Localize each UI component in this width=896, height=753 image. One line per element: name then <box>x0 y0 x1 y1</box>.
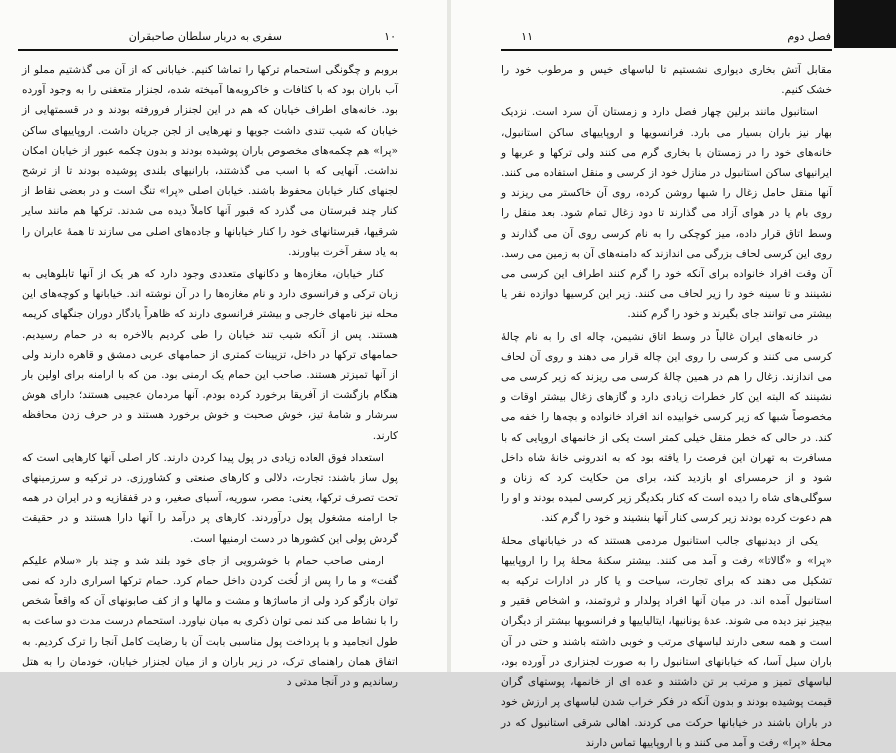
page-number-left: ۱۰ <box>384 30 396 43</box>
paragraph: استانبول مانند برلین چهار فصل دارد و زمستان آن سرد است. نزدیک بهار نیز باران بسیار می بارد. فرانسویها و اروپاییهای ساکن استانبول، خانه‌های خود را در زمستان با بخاری گرم می کنند ولی ترکها و عربها و ایرانیهای ساکن استانبول در منازل خود از کرسی و منقل استفاده می کنند. آنها منقل حامل زغال را شبها روشن کرده، روی آن خاکستر می ریزند و روی بام یا در هوای آزاد می گذارند تا دود زغال تمام شود. بعد منقل را وسط اتاق قرار داده، میز کوچکی را به نام کرسی روی آن می گذارند و روی این کرسی لحاف بزرگی می اندازند که دامنه‌های آن به زمین می رسد. آن وقت افراد خانواده برای آنکه خود را گرم کنند اطراف این کرسی می نشینند و تا سینه خود را زیر لحاف می کنند. زیر این کرسیها دوازده نفر یا بیشتر می توانند جای بگیرند و خود را گرم کنند. <box>501 106 832 321</box>
paragraph: استعداد فوق العاده زیادی در پول پیدا کردن دارند. کار اصلی آنها کارهایی است که پول ساز باشند: تجارت، دلالی و کارهای صنعتی و کشاورزی. در ترکیه و سرزمینهای تحت تصرف ترکها، یعنی: مصر، سوریه، آسیای صغیر، و در قفقازیه و در ایران در همه جا ارامنه مشغول پول درآوردند. کارهای پر درآمد را آنها دارا هستند و در حقیقت گردش پولی این کشورها در دست ارمنیها است. <box>22 451 398 545</box>
running-title-right: فصل دوم <box>787 30 831 43</box>
page-ribbon <box>834 0 896 48</box>
header-rule-left <box>18 49 398 51</box>
paragraph: یکی از دیدنیهای جالب استانبول مردمی هستند که در خیابانهای محلهٔ «پرا» و «گالاتا» رفت و آمد می کنند. بیشتر سکنهٔ محلهٔ پرا را اروپاییها تشکیل می دهند که برای تجارت، سیاحت و یا کار در ادارات ترکیه به استانبول آمده اند. در میان آنها افراد پولدار و ثروتمند، و اشخاص فقیر و بیچیز نیز دیده می شوند. عدهٔ یونانیها، ایتالیاییها و فرانسویها بیشتر از دیگران است و همه سعی دارند لباسهای مرتب و خوبی داشته باشند و حتی در آن باران سیل آسا، که خیابانهای استانبول را به صورت لجنزاری در آورده بود، لباسهای تمیز و مرتب بر تن داشتند و عده ای از خانمها، پوستهای گران قیمت پوشیده بودند و بدون آنکه در فکر خراب شدن لباسهای پر ارزش خود در باران باشند در خیابانها حرکت می کردند. اهالی شرقی استانبول که در محلهٔ «پرا» رفت و آمد می کنند و با اروپاییها تماس دارند <box>501 534 832 749</box>
body-text-left <box>22 60 398 689</box>
paragraph: بروبم و چگونگی استحمام ترکها را تماشا کنیم. خیابانی که از آن می گذشتیم مملو از آب باران بود که با کثافات و خاکروبه‌ها آمیخته شده، لجنزار متعفنی را به وجود آورده بود. خانه‌های اطراف خیابان که هم در این لجنزار فرورفته بودند و در قسمتهایی از خیابان که شیب تندی داشت جویها و نهرهایی از لجن جریان داشت. اروپاییهای ساکن «پرا» هم چکمه‌های مخصوص باران پوشیده بودند و بدون چکمه عبور از خیابان امکان نداشت. آنهایی که با اسب می گذشتند، بارانیهای بلندی پوشیده بودند تا از ترشح لجنهای کنار خیابان محفوظ باشند. خیابان اصلی «پرا» تنگ است و در بعضی نقاط از کنار چند قبرستان می گذرد که قبور آنها کاملاً دیده می شدند. ترکها هم مانند سایر شرقیها، قبرستانهای خود را کنار خیابانها و جاده‌های اصلی می سازند تا همهٔ عابران را به یاد سفر آخرت بیاورند. <box>22 64 398 258</box>
page-number-right: ۱۱ <box>521 30 533 43</box>
right-page <box>451 0 896 749</box>
paragraph: ارمنی صاحب حمام با خوشرویی از جای خود بلند شد و چند بار «سلام علیکم گفت» و ما را پس از لُخت کردن داخل حمام کرد. حمام ترکها اسراری دارد که نمی توان بازگو کرد ولی از ماساژها و مشت و مالها و از کف صابونهای آن که واقعاً شخص را با نشاط می کند نمی توان ذکری به میان نیاورد. استحمام درست مدت دو ساعت به طول انجامید و با پرداخت پول مناسبی بابت آن با رضایت کامل آنجا را ترک کردیم. به اتفاق همان راهنمای ترک، در زیر باران و از میان لجنزار خیابان، خودمان را به هتل رساندیم و در آنجا مدتی د <box>22 554 398 689</box>
running-title-left: سفری به دربار سلطان صاحبقران <box>128 30 282 43</box>
paragraph: در خانه‌های ایران غالباً در وسط اتاق نشیمن، چاله ای را به نام چالهٔ کرسی می کنند و کرسی را روی این چاله قرار می دهند و روی آن لحاف می اندازند. زغال را هم در همین چالهٔ کرسی می ریزند که زیر کرسی می نشینند که البته این کار خطرات زیادی دارد و گازهای زغال بیشتر اوقات و مخصوصاً شبها که زیر کرسی خوابیده اند افراد خانواده و بچه‌ها را خفه می کند. در حالی که خطر منقل خیلی کمتر است یکی از خانمهای اروپایی که با مسافرت به تهران این فرصت را یافته بود که به اندرونی خانهٔ شاه داخل شود و از حرمسرای او بازدید کند، برای من حکایت کرد که زنان و سوگلی‌های شاه را دیده است که کنار بکدیگر زیر کرسی لمیده بودند و او را هم دعوت کرده بودند زیر کرسی کنار آنها بنشیند و خود را گرم کند. <box>501 330 832 525</box>
body-text-right <box>501 60 832 749</box>
header-rule-right <box>501 49 832 51</box>
left-page <box>0 0 447 689</box>
paragraph: مقابل آتش بخاری دیواری نشستیم تا لباسهای خیس و مرطوب خود را خشک کنیم. <box>501 64 832 97</box>
paragraph: کنار خیابان، مغازه‌ها و دکانهای متعددی وجود دارد که هر یک از آنها تابلوهایی به زبان ترکی و فرانسوی دارد و نام مغازه‌ها را در آن نوشته اند. خیابانها و کوچه‌های این محله نیز نامهای خارجی و بیشتر فرانسوی دارند که ظاهراً یادگار دوران جنگهای کریمه هستند. پس از آنکه شیب تند خیابان را طی کردیم بالاخره به در حمام رسیدیم. حمامهای ترکها در داخل، تزیینات کمتری از حمامهای عربی دمشق و قاهره دارند ولی از آنها تمیزتر هستند. صاحب این حمام یک ارمنی بود. من که با ارامنه برای اولین بار هنگام بازگشت از آفریقا برخورد کرده بودم. آنها مردمان عجیبی هستند؛ دارای هوش سرشار و شامهٔ تیز، خوش صحبت و خوش برخورد هستند و در حرف زدن محافظه کارند. <box>22 268 398 442</box>
